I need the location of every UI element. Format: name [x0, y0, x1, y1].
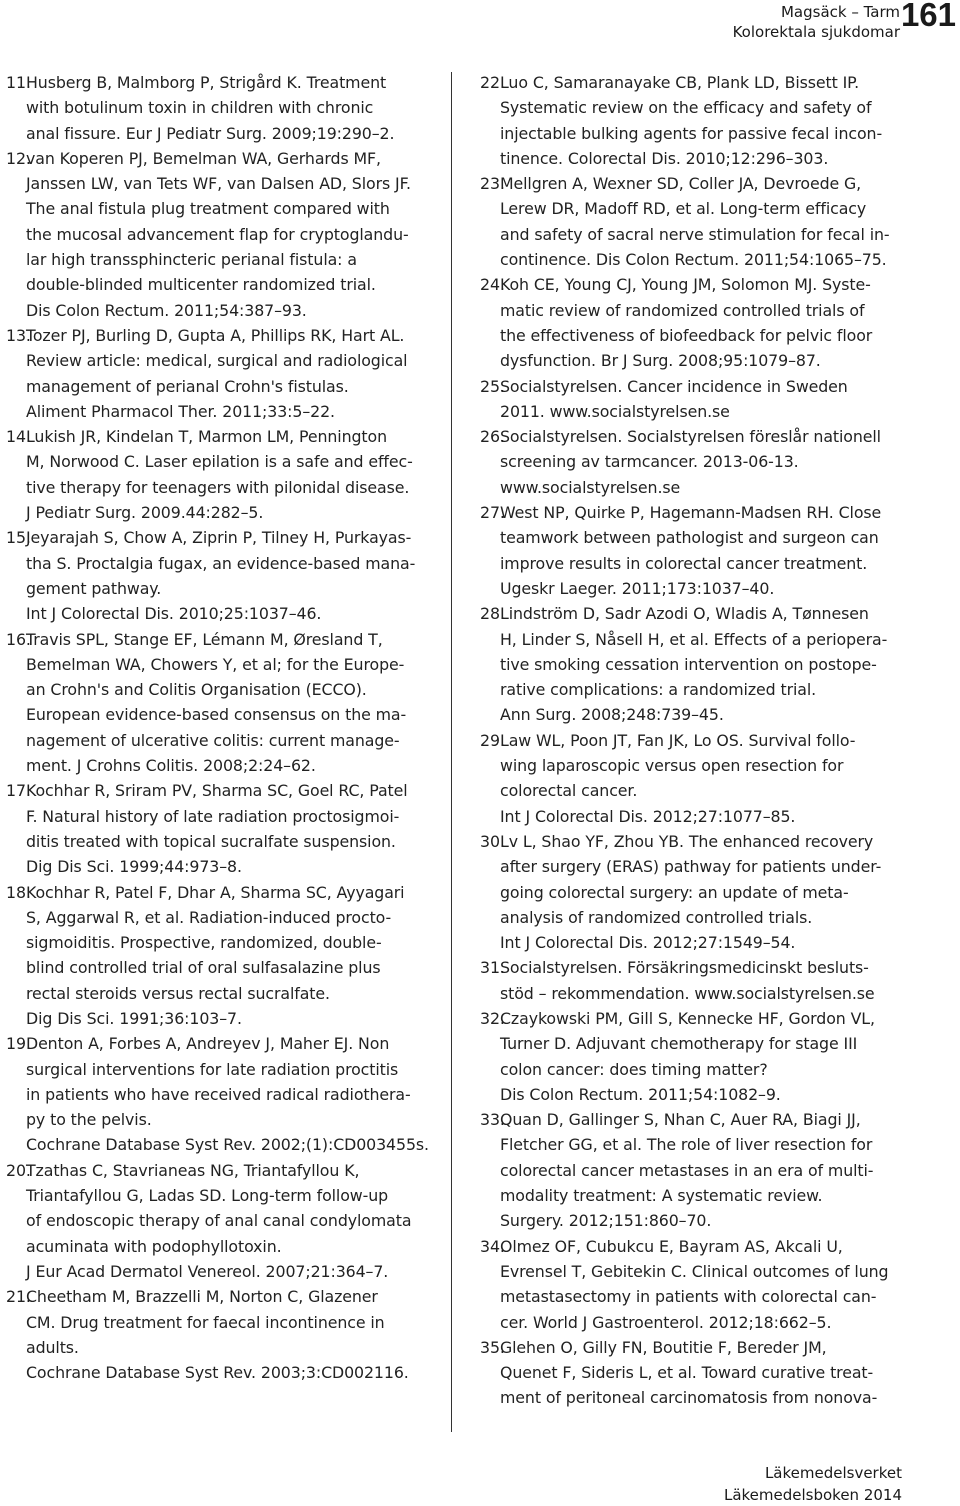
reference-line: the mucosal advancement flap for cryptoglandu-: [26, 224, 409, 244]
reference-line: Luo C, Samaranayake CB, Plank LD, Bissett IP.: [500, 73, 860, 92]
reference-line: H, Linder S, Nåsell H, et al. Effects of a periopera-: [500, 629, 888, 649]
reference-item: [6, 323, 436, 424]
reference-line: Kochhar R, Patel F, Dhar A, Sharma SC, Ayyagari: [26, 882, 405, 902]
reference-number: 17.: [6, 781, 31, 801]
reference-number: 27.: [480, 503, 505, 523]
reference-line: Surgery. 2012;151:860–70.: [500, 1211, 712, 1231]
reference-number: 20.: [6, 1160, 31, 1180]
reference-item: [6, 146, 436, 323]
reference-line: double-blinded multicenter randomized trial.: [26, 275, 376, 295]
reference-line: injectable bulking agents for passive fecal incon-: [500, 123, 883, 143]
reference-line: and safety of sacral nerve stimulation for fecal in-: [500, 224, 890, 244]
reference-line: Triantafyllou G, Ladas SD. Long-term follow-up: [26, 1186, 389, 1206]
reference-number: 22.: [480, 73, 505, 92]
reference-number: 29.: [480, 730, 505, 750]
footer-book-title: Läkemedelsboken 2014: [723, 1486, 902, 1504]
reference-line: S, Aggarwal R, et al. Radiation-induced procto-: [26, 907, 392, 927]
reference-item: [6, 627, 436, 779]
reference-line: wing laparoscopic versus open resection for: [500, 756, 844, 776]
reference-line: with botulinum toxin in children with chronic: [26, 98, 374, 118]
reference-line: Dig Dis Sci. 1991;36:103–7.: [26, 1008, 242, 1028]
reference-line: Quenet F, Sideris L, et al. Toward curative treat-: [500, 1363, 874, 1383]
reference-item: [6, 424, 436, 525]
reference-line: Denton A, Forbes A, Andreyev J, Maher EJ. Non: [26, 1034, 390, 1054]
reference-line: tha S. Proctalgia fugax, an evidence-based mana-: [26, 553, 416, 573]
reference-line: dysfunction. Br J Surg. 2008;95:1079–87.: [500, 351, 821, 371]
reference-item: [6, 70, 436, 146]
reference-line: lar high transsphincteric perianal fistula: a: [26, 250, 357, 270]
reference-line: M, Norwood C. Laser epilation is a safe and effec-: [26, 452, 413, 472]
reference-item: [6, 1158, 436, 1284]
reference-item: [480, 70, 920, 171]
reference-line: Int J Colorectal Dis. 2010;25:1037–46.: [26, 604, 322, 624]
reference-number: 25.: [480, 376, 505, 396]
reference-item: [480, 728, 920, 829]
reference-line: tive therapy for teenagers with pilonidal disease.: [26, 477, 410, 497]
reference-line: in patients who have received radical radiothera-: [26, 1084, 411, 1104]
reference-line: py to the pelvis.: [26, 1110, 152, 1130]
reference-number: 18.: [6, 882, 31, 902]
reference-line: after surgery (ERAS) pathway for patients under-: [500, 857, 882, 877]
reference-item: [6, 525, 436, 626]
reference-line: screening av tarmcancer. 2013-06-13.: [500, 452, 799, 472]
reference-line: Socialstyrelsen. Socialstyrelsen föreslår nationell: [500, 427, 881, 447]
reference-item: [6, 880, 436, 1032]
reference-line: adults.: [26, 1337, 79, 1357]
reference-number: 23.: [480, 174, 505, 194]
reference-line: matic review of randomized controlled trials of: [500, 300, 865, 320]
reference-line: Aliment Pharmacol Ther. 2011;33:5–22.: [26, 401, 335, 421]
reference-item: [480, 1006, 920, 1107]
reference-number: 33.: [480, 1110, 505, 1130]
reference-line: management of perianal Crohn's fistulas.: [26, 376, 349, 396]
reference-line: teamwork between pathologist and surgeon can: [500, 528, 879, 548]
reference-line: Travis SPL, Stange EF, Lémann M, Øresland T,: [26, 629, 383, 649]
reference-line: Dig Dis Sci. 1999;44:973–8.: [26, 857, 242, 877]
reference-list-right: [480, 70, 920, 1411]
running-header: [733, 0, 900, 42]
reference-line: tive smoking cessation intervention on postope-: [500, 654, 877, 674]
reference-line: tinence. Colorectal Dis. 2010;12:296–303.: [500, 148, 829, 168]
reference-line: Kochhar R, Sriram PV, Sharma SC, Goel RC, Patel: [26, 781, 408, 801]
reference-line: of endoscopic therapy of anal canal condylomata: [26, 1211, 412, 1231]
reference-line: Quan D, Gallinger S, Nhan C, Auer RA, Biagi JJ,: [500, 1110, 861, 1130]
reference-line: Janssen LW, van Tets WF, van Dalsen AD, Slors JF.: [26, 174, 411, 194]
reference-line: Czaykowski PM, Gill S, Kennecke HF, Gordon VL,: [500, 1008, 875, 1028]
reference-item: [480, 272, 920, 373]
reference-line: Lv L, Shao YF, Zhou YB. The enhanced recovery: [500, 831, 874, 851]
reference-number: 14.: [6, 427, 31, 447]
reference-line: Cochrane Database Syst Rev. 2003;3:CD002116.: [26, 1363, 409, 1383]
reference-line: West NP, Quirke P, Hagemann-Madsen RH. Close: [500, 503, 882, 523]
reference-line: Glehen O, Gilly FN, Boutitie F, Bereder JM,: [500, 1337, 827, 1357]
reference-line: 2011. www.socialstyrelsen.se: [500, 401, 730, 421]
reference-number: 16.: [6, 629, 31, 649]
reference-number: 15.: [6, 528, 31, 548]
reference-item: [480, 374, 920, 425]
reference-item: [480, 171, 920, 272]
reference-item: [6, 1031, 436, 1157]
reference-line: Tozer PJ, Burling D, Gupta A, Phillips RK, Hart AL.: [26, 325, 405, 345]
reference-line: going colorectal surgery: an update of meta-: [500, 882, 849, 902]
footer: [724, 1462, 902, 1506]
reference-line: stöd – rekommendation. www.socialstyrelsen.se: [500, 983, 875, 1003]
reference-line: colon cancer: does timing matter?: [500, 1059, 768, 1079]
reference-line: Ann Surg. 2008;248:739–45.: [500, 705, 724, 725]
reference-line: Cheetham M, Brazzelli M, Norton C, Glazener: [26, 1287, 378, 1307]
reference-line: J Pediatr Surg. 2009.44:282–5.: [26, 503, 264, 523]
reference-line: ment. J Crohns Colitis. 2008;2:24–62.: [26, 756, 316, 776]
reference-line: The anal fistula plug treatment compared with: [26, 199, 390, 219]
reference-number: 21.: [6, 1287, 31, 1307]
reference-line: Turner D. Adjuvant chemotherapy for stage III: [500, 1034, 858, 1054]
reference-line: Tzathas C, Stavrianeas NG, Triantafyllou K,: [26, 1160, 360, 1180]
reference-line: gement pathway.: [26, 578, 162, 598]
reference-line: cer. World J Gastroenterol. 2012;18:662–5.: [500, 1312, 832, 1332]
reference-line: rectal steroids versus rectal sucralfate.: [26, 983, 330, 1003]
reference-line: Ugeskr Laeger. 2011;173:1037–40.: [500, 578, 775, 598]
reference-line: metastasectomy in patients with colorectal can-: [500, 1287, 877, 1307]
reference-line: sigmoiditis. Prospective, randomized, double-: [26, 933, 382, 953]
reference-item: [480, 955, 920, 1006]
reference-line: an Crohn's and Colitis Organisation (ECCO).: [26, 680, 367, 700]
reference-line: Lindström D, Sadr Azodi O, Wladis A, Tønnesen: [500, 604, 869, 624]
reference-line: Evrensel T, Gebitekin C. Clinical outcomes of lung: [500, 1261, 889, 1281]
reference-number: 24.: [480, 275, 505, 295]
reference-line: CM. Drug treatment for faecal incontinence in: [26, 1312, 385, 1332]
reference-line: acuminata with podophyllotoxin.: [26, 1236, 282, 1256]
reference-number: 19.: [6, 1034, 31, 1054]
reference-line: ment of peritoneal carcinomatosis from nonova-: [500, 1388, 878, 1408]
reference-line: Systematic review on the efficacy and safety of: [500, 98, 872, 118]
reference-line: Review article: medical, surgical and radiological: [26, 351, 408, 371]
reference-line: Cochrane Database Syst Rev. 2002;(1):CD003455s.: [26, 1135, 429, 1155]
reference-line: Dis Colon Rectum. 2011;54:1082–9.: [500, 1084, 781, 1104]
reference-number: 34.: [480, 1236, 505, 1256]
reference-item: [6, 778, 436, 879]
reference-line: ditis treated with topical sucralfate suspension.: [26, 831, 396, 851]
reference-number: 28.: [480, 604, 505, 624]
reference-item: [480, 601, 920, 727]
reference-line: Int J Colorectal Dis. 2012;27:1549–54.: [500, 933, 796, 953]
reference-line: Fletcher GG, et al. The role of liver resection for: [500, 1135, 873, 1155]
reference-item: [480, 500, 920, 601]
column-divider: [451, 72, 452, 1432]
reference-line: Mellgren A, Wexner SD, Coller JA, Devroede G,: [500, 174, 862, 194]
reference-line: Jeyarajah S, Chow A, Ziprin P, Tilney H, Purkayas-: [26, 528, 412, 548]
reference-line: Lukish JR, Kindelan T, Marmon LM, Pennington: [26, 427, 388, 447]
reference-line: Dis Colon Rectum. 2011;54:387–93.: [26, 300, 307, 320]
reference-item: [6, 1284, 436, 1385]
reference-line: surgical interventions for late radiation proctitis: [26, 1059, 399, 1079]
reference-number: 11.: [6, 73, 31, 92]
reference-line: analysis of randomized controlled trials.: [500, 907, 813, 927]
reference-line: improve results in colorectal cancer treatment.: [500, 553, 868, 573]
reference-line: J Eur Acad Dermatol Venereol. 2007;21:364–7.: [26, 1261, 389, 1281]
reference-line: anal fissure. Eur J Pediatr Surg. 2009;19:290–2.: [26, 123, 395, 143]
header-chapter-title: Kolorektala sjukdomar: [732, 23, 900, 41]
reference-item: [480, 1234, 920, 1335]
reference-line: continence. Dis Colon Rectum. 2011;54:1065–75.: [500, 250, 887, 270]
reference-line: colorectal cancer metastases in an era of multi-: [500, 1160, 874, 1180]
reference-line: Int J Colorectal Dis. 2012;27:1077–85.: [500, 806, 796, 826]
reference-line: Socialstyrelsen. Försäkringsmedicinskt besluts-: [500, 958, 869, 978]
reference-number: 32.: [480, 1008, 505, 1028]
footer-publisher: Läkemedelsverket: [764, 1464, 902, 1482]
reference-number: 35.: [480, 1337, 505, 1357]
reference-line: Socialstyrelsen. Cancer incidence in Sweden: [500, 376, 848, 396]
reference-line: Koh CE, Young CJ, Young JM, Solomon MJ. Syste-: [500, 275, 871, 295]
reference-item: [480, 829, 920, 955]
reference-number: 12.: [6, 148, 31, 168]
reference-number: 30.: [480, 831, 505, 851]
reference-line: colorectal cancer.: [500, 781, 638, 801]
reference-line: modality treatment: A systematic review.: [500, 1186, 823, 1206]
reference-item: [480, 424, 920, 500]
reference-line: rative complications: a randomized trial.: [500, 680, 817, 700]
reference-line: F. Natural history of late radiation proctosigmoi-: [26, 806, 400, 826]
reference-line: www.socialstyrelsen.se: [500, 477, 681, 497]
page-number: 161: [900, 0, 956, 33]
reference-line: Lerew DR, Madoff RD, et al. Long-term efficacy: [500, 199, 867, 219]
reference-line: blind controlled trial of oral sulfasalazine plus: [26, 958, 381, 978]
reference-number: 13.: [6, 325, 31, 345]
reference-line: Law WL, Poon JT, Fan JK, Lo OS. Survival follo-: [500, 730, 856, 750]
reference-number: 26.: [480, 427, 505, 447]
reference-number: 31.: [480, 958, 505, 978]
reference-line: European evidence-based consensus on the ma-: [26, 705, 407, 725]
reference-list-left: [6, 70, 436, 1385]
reference-line: Olmez OF, Cubukcu E, Bayram AS, Akcali U,: [500, 1236, 843, 1256]
reference-item: [480, 1107, 920, 1233]
reference-line: the effectiveness of biofeedback for pelvic floor: [500, 325, 873, 345]
reference-line: Husberg B, Malmborg P, Strigård K. Treatment: [26, 73, 387, 92]
reference-line: nagement of ulcerative colitis: current manage-: [26, 730, 400, 750]
reference-item: [480, 1335, 920, 1411]
reference-line: Bemelman WA, Chowers Y, et al; for the Europe-: [26, 654, 405, 674]
header-section-title: Magsäck – Tarm: [780, 3, 900, 21]
reference-line: van Koperen PJ, Bemelman WA, Gerhards MF,: [26, 148, 381, 168]
